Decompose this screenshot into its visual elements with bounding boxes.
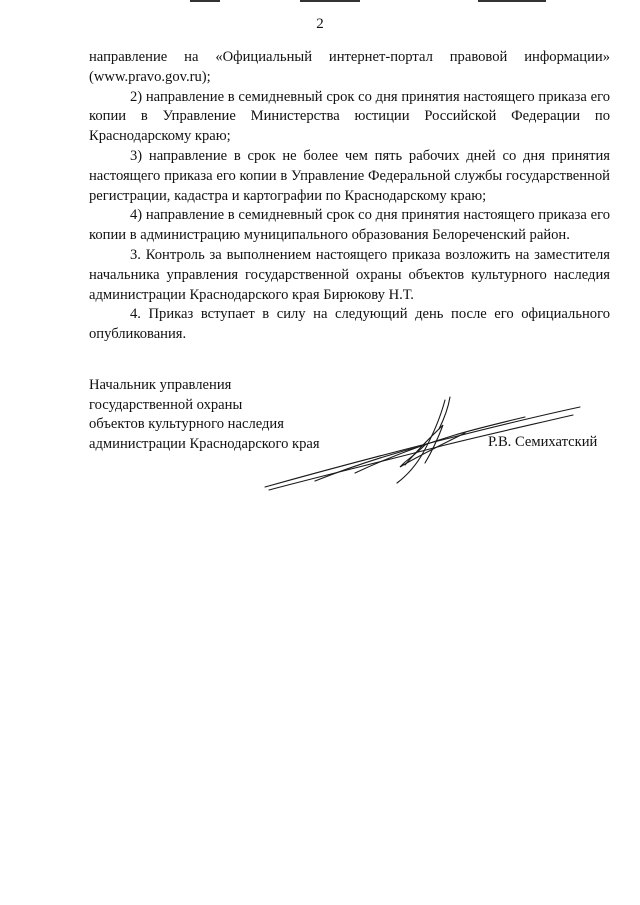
signatory-title-line: объектов культурного наследия [89,416,284,432]
paragraph-effective-date: 4. Приказ вступает в силу на следующий день после его официального опубликования. [89,306,610,343]
signatory-name: Р.В. Семихатский [488,434,598,450]
document-body [89,48,610,345]
page-number: 2 [316,16,324,32]
signatory-title-line: Начальник управления [89,377,232,393]
paragraph-control-clause: 3. Контроль за выполнением настоящего приказа возложить на заместителя начальника управления государственной охраны объектов культурного наследия администрации Краснодарского края Бирюкову Н.Т. [89,246,610,303]
scan-edge-marks [0,0,640,6]
signatory-title-line: администрации Краснодарского края [89,435,320,452]
paragraph-item-3: 3) направление в срок не более чем пять рабочих дней со дня принятия настоящего приказа его копии в Управление Федеральной службы государственной регистрации, кадастра и картографии по Краснодарскому краю; [89,147,610,204]
paragraph-item-4: 4) направление в семидневный срок со дня принятия настоящего приказа его копии в администрацию муниципального образования Белореченский район. [89,207,610,244]
paragraph-item-2: 2) направление в семидневный срок со дня принятия настоящего приказа его копии в Управление Министерства юстиции Российской Федерации по Краснодарскому краю; [89,88,610,145]
signatory-title-line: государственной охраны [89,396,243,413]
paragraph-publication-portal: направление на «Официальный интернет-портал правовой информации» (www.pravo.gov.ru); [89,49,610,85]
